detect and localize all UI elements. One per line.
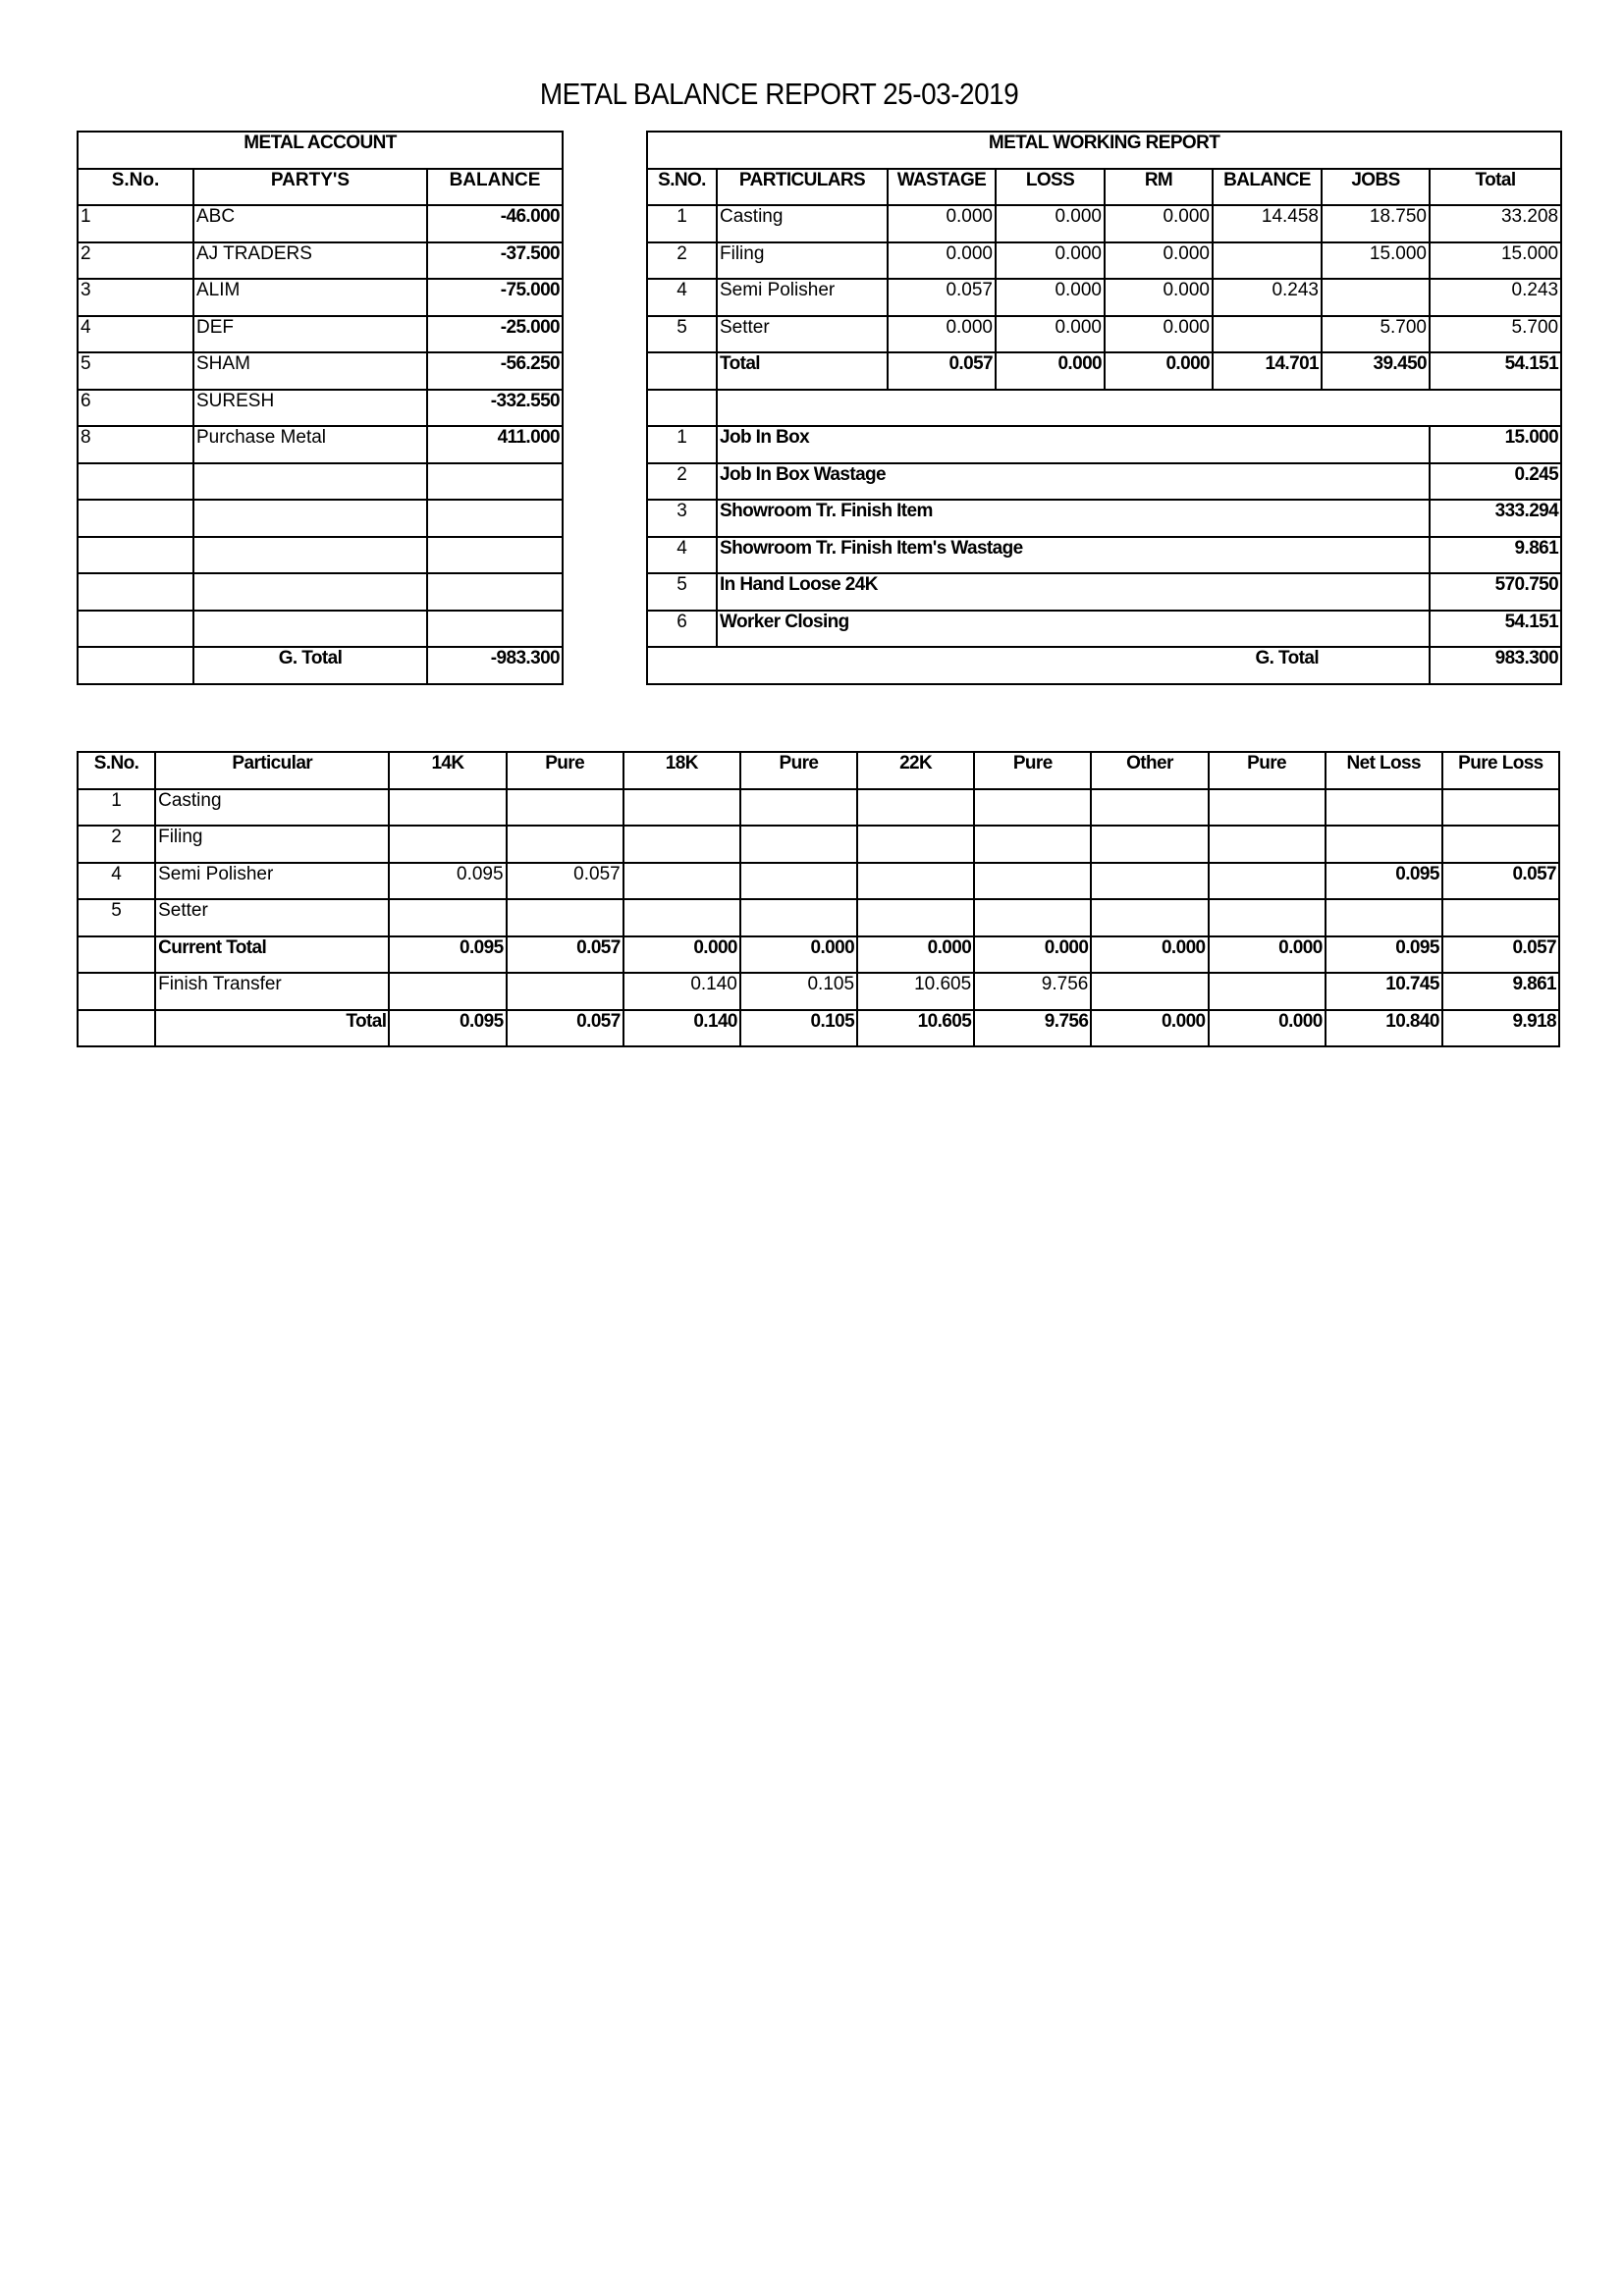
empty-cell <box>78 1010 155 1047</box>
k22-value <box>857 826 974 863</box>
k18p-value <box>740 826 857 863</box>
empty-cell <box>78 936 155 974</box>
total-net: 10.840 <box>1326 1010 1442 1047</box>
summary-label: Job In Box Wastage <box>717 463 1430 501</box>
empty-row <box>78 573 563 611</box>
row-sno: 6 <box>647 611 717 648</box>
total-total: 54.151 <box>1430 352 1561 390</box>
current-total-net: 0.095 <box>1326 936 1442 974</box>
finish-transfer-k22p: 9.756 <box>974 973 1091 1010</box>
account-row <box>78 390 563 427</box>
particular: Filing <box>717 242 888 280</box>
loss-row <box>78 789 1559 827</box>
current-total-k22p: 0.000 <box>974 936 1091 974</box>
net-value: 0.095 <box>1326 863 1442 900</box>
finish-transfer-k18: 0.140 <box>623 973 740 1010</box>
party-balance: -37.500 <box>427 242 563 280</box>
balance-value <box>1213 316 1322 353</box>
k22p-value <box>974 863 1091 900</box>
empty-row <box>78 463 563 501</box>
col-particulars: PARTICULARS <box>717 169 888 206</box>
row-sno: 1 <box>78 789 155 827</box>
summary-label: Worker Closing <box>717 611 1430 648</box>
party-balance: 411.000 <box>427 426 563 463</box>
col-pure: Pure <box>740 752 857 789</box>
empty-cell <box>78 573 193 611</box>
net-value <box>1326 789 1442 827</box>
k14-value: 0.095 <box>389 863 506 900</box>
total-value: 15.000 <box>1430 242 1561 280</box>
total-row <box>78 1010 1559 1047</box>
wastage-value: 0.057 <box>888 279 996 316</box>
summary-label: Showroom Tr. Finish Item's Wastage <box>717 537 1430 574</box>
finish-transfer-label: Finish Transfer <box>155 973 389 1010</box>
empty-cell <box>427 463 563 501</box>
row-sno: 1 <box>647 205 717 242</box>
k22p-value <box>974 899 1091 936</box>
empty-cell <box>193 463 427 501</box>
party-balance: -56.250 <box>427 352 563 390</box>
otherp-value <box>1209 826 1326 863</box>
empty-cell <box>717 390 1561 427</box>
empty-row <box>78 500 563 537</box>
particular: Semi Polisher <box>155 863 389 900</box>
empty-cell <box>78 500 193 537</box>
pure-value <box>1442 789 1559 827</box>
row-sno: 4 <box>78 316 193 353</box>
empty-cell <box>193 500 427 537</box>
summary-row <box>647 500 1561 537</box>
other-value <box>1091 789 1208 827</box>
finish-transfer-net: 10.745 <box>1326 973 1442 1010</box>
summary-value: 333.294 <box>1430 500 1561 537</box>
summary-value: 15.000 <box>1430 426 1561 463</box>
total-value: 0.243 <box>1430 279 1561 316</box>
finish-transfer-k22: 10.605 <box>857 973 974 1010</box>
k18-value <box>623 826 740 863</box>
current-total-label: Current Total <box>155 936 389 974</box>
net-value <box>1326 899 1442 936</box>
party-name: AJ TRADERS <box>193 242 427 280</box>
row-sno: 8 <box>78 426 193 463</box>
total-label: Total <box>717 352 888 390</box>
k14-value <box>389 789 506 827</box>
k18p-value <box>740 789 857 827</box>
total-k14p: 0.057 <box>507 1010 623 1047</box>
account-row <box>78 242 563 280</box>
jobs-value: 18.750 <box>1322 205 1430 242</box>
row-sno: 5 <box>647 573 717 611</box>
balance-value <box>1213 242 1322 280</box>
wastage-value: 0.000 <box>888 242 996 280</box>
otherp-value <box>1209 899 1326 936</box>
pure-value <box>1442 899 1559 936</box>
party-name: Purchase Metal <box>193 426 427 463</box>
particular: Semi Polisher <box>717 279 888 316</box>
grand-total-label: G. Total <box>193 647 427 684</box>
summary-row <box>647 426 1561 463</box>
summary-label: Showroom Tr. Finish Item <box>717 500 1430 537</box>
metal-account-heading: METAL ACCOUNT <box>78 132 563 169</box>
party-name: DEF <box>193 316 427 353</box>
row-sno: 1 <box>647 426 717 463</box>
row-sno: 4 <box>647 279 717 316</box>
empty-cell <box>193 611 427 648</box>
finish-transfer-other <box>1091 973 1208 1010</box>
col-party: PARTY'S <box>193 169 427 206</box>
row-sno: 2 <box>647 463 717 501</box>
loss-value: 0.000 <box>996 205 1105 242</box>
col-rm: RM <box>1105 169 1213 206</box>
total-label: Total <box>155 1010 389 1047</box>
summary-value: 9.861 <box>1430 537 1561 574</box>
account-row <box>78 426 563 463</box>
metal-account-table <box>77 131 564 685</box>
empty-cell <box>427 500 563 537</box>
party-balance: -46.000 <box>427 205 563 242</box>
finish-transfer-k14 <box>389 973 506 1010</box>
finish-transfer-otherp <box>1209 973 1326 1010</box>
k22p-value <box>974 789 1091 827</box>
k18p-value <box>740 899 857 936</box>
party-balance: -75.000 <box>427 279 563 316</box>
row-sno: 4 <box>78 863 155 900</box>
party-name: ABC <box>193 205 427 242</box>
col-pure: Pure <box>507 752 623 789</box>
finish-transfer-pure: 9.861 <box>1442 973 1559 1010</box>
empty-cell <box>647 352 717 390</box>
k14p-value <box>507 789 623 827</box>
pure-value <box>1442 826 1559 863</box>
empty-cell <box>78 973 155 1010</box>
col-wastage: WASTAGE <box>888 169 996 206</box>
k18-value <box>623 863 740 900</box>
party-name: SHAM <box>193 352 427 390</box>
balance-value: 0.243 <box>1213 279 1322 316</box>
other-value <box>1091 826 1208 863</box>
particular: Setter <box>717 316 888 353</box>
col-particular: Particular <box>155 752 389 789</box>
rm-value: 0.000 <box>1105 205 1213 242</box>
finish-transfer-row <box>78 973 1559 1010</box>
other-value <box>1091 863 1208 900</box>
current-total-k14p: 0.057 <box>507 936 623 974</box>
otherp-value <box>1209 863 1326 900</box>
working-row <box>647 316 1561 353</box>
k22-value <box>857 863 974 900</box>
loss-row <box>78 863 1559 900</box>
karat-loss-table <box>77 751 1560 1047</box>
summary-value: 0.245 <box>1430 463 1561 501</box>
report-title: METAL BALANCE REPORT 25-03-2019 <box>539 77 1019 111</box>
row-sno: 2 <box>78 242 193 280</box>
wastage-value: 0.000 <box>888 205 996 242</box>
k22-value <box>857 789 974 827</box>
party-name: SURESH <box>193 390 427 427</box>
k22p-value <box>974 826 1091 863</box>
empty-cell <box>427 537 563 574</box>
loss-value: 0.000 <box>996 242 1105 280</box>
k14-value <box>389 899 506 936</box>
rm-value: 0.000 <box>1105 279 1213 316</box>
current-total-otherp: 0.000 <box>1209 936 1326 974</box>
working-total-row <box>647 352 1561 390</box>
total-rm: 0.000 <box>1105 352 1213 390</box>
row-sno: 5 <box>78 899 155 936</box>
total-wastage: 0.057 <box>888 352 996 390</box>
empty-cell <box>193 537 427 574</box>
loss-row <box>78 826 1559 863</box>
loss-value: 0.000 <box>996 316 1105 353</box>
col-netloss: Net Loss <box>1326 752 1442 789</box>
summary-value: 54.151 <box>1430 611 1561 648</box>
current-total-pure: 0.057 <box>1442 936 1559 974</box>
loss-row <box>78 899 1559 936</box>
col-balance: BALANCE <box>1213 169 1322 206</box>
col-sno: S.No. <box>78 752 155 789</box>
wastage-value: 0.000 <box>888 316 996 353</box>
empty-cell <box>193 573 427 611</box>
otherp-value <box>1209 789 1326 827</box>
total-k18: 0.140 <box>623 1010 740 1047</box>
pure-value: 0.057 <box>1442 863 1559 900</box>
current-total-row <box>78 936 1559 974</box>
row-sno: 6 <box>78 390 193 427</box>
party-balance: -25.000 <box>427 316 563 353</box>
jobs-value: 5.700 <box>1322 316 1430 353</box>
k14p-value <box>507 899 623 936</box>
working-row <box>647 279 1561 316</box>
empty-cell <box>78 611 193 648</box>
particular: Filing <box>155 826 389 863</box>
grand-total-label: G. Total <box>647 647 1430 684</box>
account-row <box>78 205 563 242</box>
empty-cell <box>427 573 563 611</box>
grand-total-row <box>78 647 563 684</box>
row-sno: 3 <box>78 279 193 316</box>
account-row <box>78 316 563 353</box>
summary-value: 570.750 <box>1430 573 1561 611</box>
row-sno: 3 <box>647 500 717 537</box>
total-balance: 14.701 <box>1213 352 1322 390</box>
grand-total-value: -983.300 <box>427 647 563 684</box>
k22-value <box>857 899 974 936</box>
total-value: 33.208 <box>1430 205 1561 242</box>
empty-row <box>78 537 563 574</box>
jobs-value <box>1322 279 1430 316</box>
total-pure: 9.918 <box>1442 1010 1559 1047</box>
empty-cell <box>78 647 193 684</box>
col-pure: Pure <box>1209 752 1326 789</box>
row-sno: 2 <box>647 242 717 280</box>
col-22k: 22K <box>857 752 974 789</box>
grand-total-value: 983.300 <box>1430 647 1561 684</box>
empty-row <box>78 611 563 648</box>
row-sno: 4 <box>647 537 717 574</box>
summary-label: In Hand Loose 24K <box>717 573 1430 611</box>
spacer-row <box>647 390 1561 427</box>
metal-working-table <box>646 131 1562 685</box>
balance-value: 14.458 <box>1213 205 1322 242</box>
summary-row <box>647 463 1561 501</box>
total-loss: 0.000 <box>996 352 1105 390</box>
k18-value <box>623 899 740 936</box>
grand-total-row <box>647 647 1561 684</box>
row-sno: 2 <box>78 826 155 863</box>
net-value <box>1326 826 1442 863</box>
k18-value <box>623 789 740 827</box>
row-sno: 5 <box>78 352 193 390</box>
current-total-k18p: 0.000 <box>740 936 857 974</box>
total-value: 5.700 <box>1430 316 1561 353</box>
col-pure: Pure <box>974 752 1091 789</box>
account-row <box>78 279 563 316</box>
total-k22p: 9.756 <box>974 1010 1091 1047</box>
current-total-other: 0.000 <box>1091 936 1208 974</box>
k14p-value: 0.057 <box>507 863 623 900</box>
total-otherp: 0.000 <box>1209 1010 1326 1047</box>
loss-value: 0.000 <box>996 279 1105 316</box>
metal-working-heading: METAL WORKING REPORT <box>647 132 1561 169</box>
current-total-k18: 0.000 <box>623 936 740 974</box>
current-total-k22: 0.000 <box>857 936 974 974</box>
total-jobs: 39.450 <box>1322 352 1430 390</box>
row-sno: 5 <box>647 316 717 353</box>
account-row <box>78 352 563 390</box>
rm-value: 0.000 <box>1105 316 1213 353</box>
col-18k: 18K <box>623 752 740 789</box>
total-k18p: 0.105 <box>740 1010 857 1047</box>
total-k14: 0.095 <box>389 1010 506 1047</box>
summary-row <box>647 611 1561 648</box>
k14-value <box>389 826 506 863</box>
col-balance: BALANCE <box>427 169 563 206</box>
col-total: Total <box>1430 169 1561 206</box>
empty-cell <box>78 463 193 501</box>
particular: Setter <box>155 899 389 936</box>
party-balance: -332.550 <box>427 390 563 427</box>
row-sno: 1 <box>78 205 193 242</box>
summary-row <box>647 573 1561 611</box>
k18p-value <box>740 863 857 900</box>
particular: Casting <box>155 789 389 827</box>
total-k22: 10.605 <box>857 1010 974 1047</box>
col-pureloss: Pure Loss <box>1442 752 1559 789</box>
finish-transfer-k18p: 0.105 <box>740 973 857 1010</box>
working-row <box>647 242 1561 280</box>
empty-cell <box>647 390 717 427</box>
particular: Casting <box>717 205 888 242</box>
k14p-value <box>507 826 623 863</box>
working-row <box>647 205 1561 242</box>
col-14k: 14K <box>389 752 506 789</box>
summary-label: Job In Box <box>717 426 1430 463</box>
col-other: Other <box>1091 752 1208 789</box>
total-other: 0.000 <box>1091 1010 1208 1047</box>
col-sno: S.No. <box>78 169 193 206</box>
col-loss: LOSS <box>996 169 1105 206</box>
current-total-k14: 0.095 <box>389 936 506 974</box>
other-value <box>1091 899 1208 936</box>
col-sno: S.NO. <box>647 169 717 206</box>
empty-cell <box>78 537 193 574</box>
col-jobs: JOBS <box>1322 169 1430 206</box>
summary-row <box>647 537 1561 574</box>
party-name: ALIM <box>193 279 427 316</box>
finish-transfer-k14p <box>507 973 623 1010</box>
jobs-value: 15.000 <box>1322 242 1430 280</box>
rm-value: 0.000 <box>1105 242 1213 280</box>
empty-cell <box>427 611 563 648</box>
